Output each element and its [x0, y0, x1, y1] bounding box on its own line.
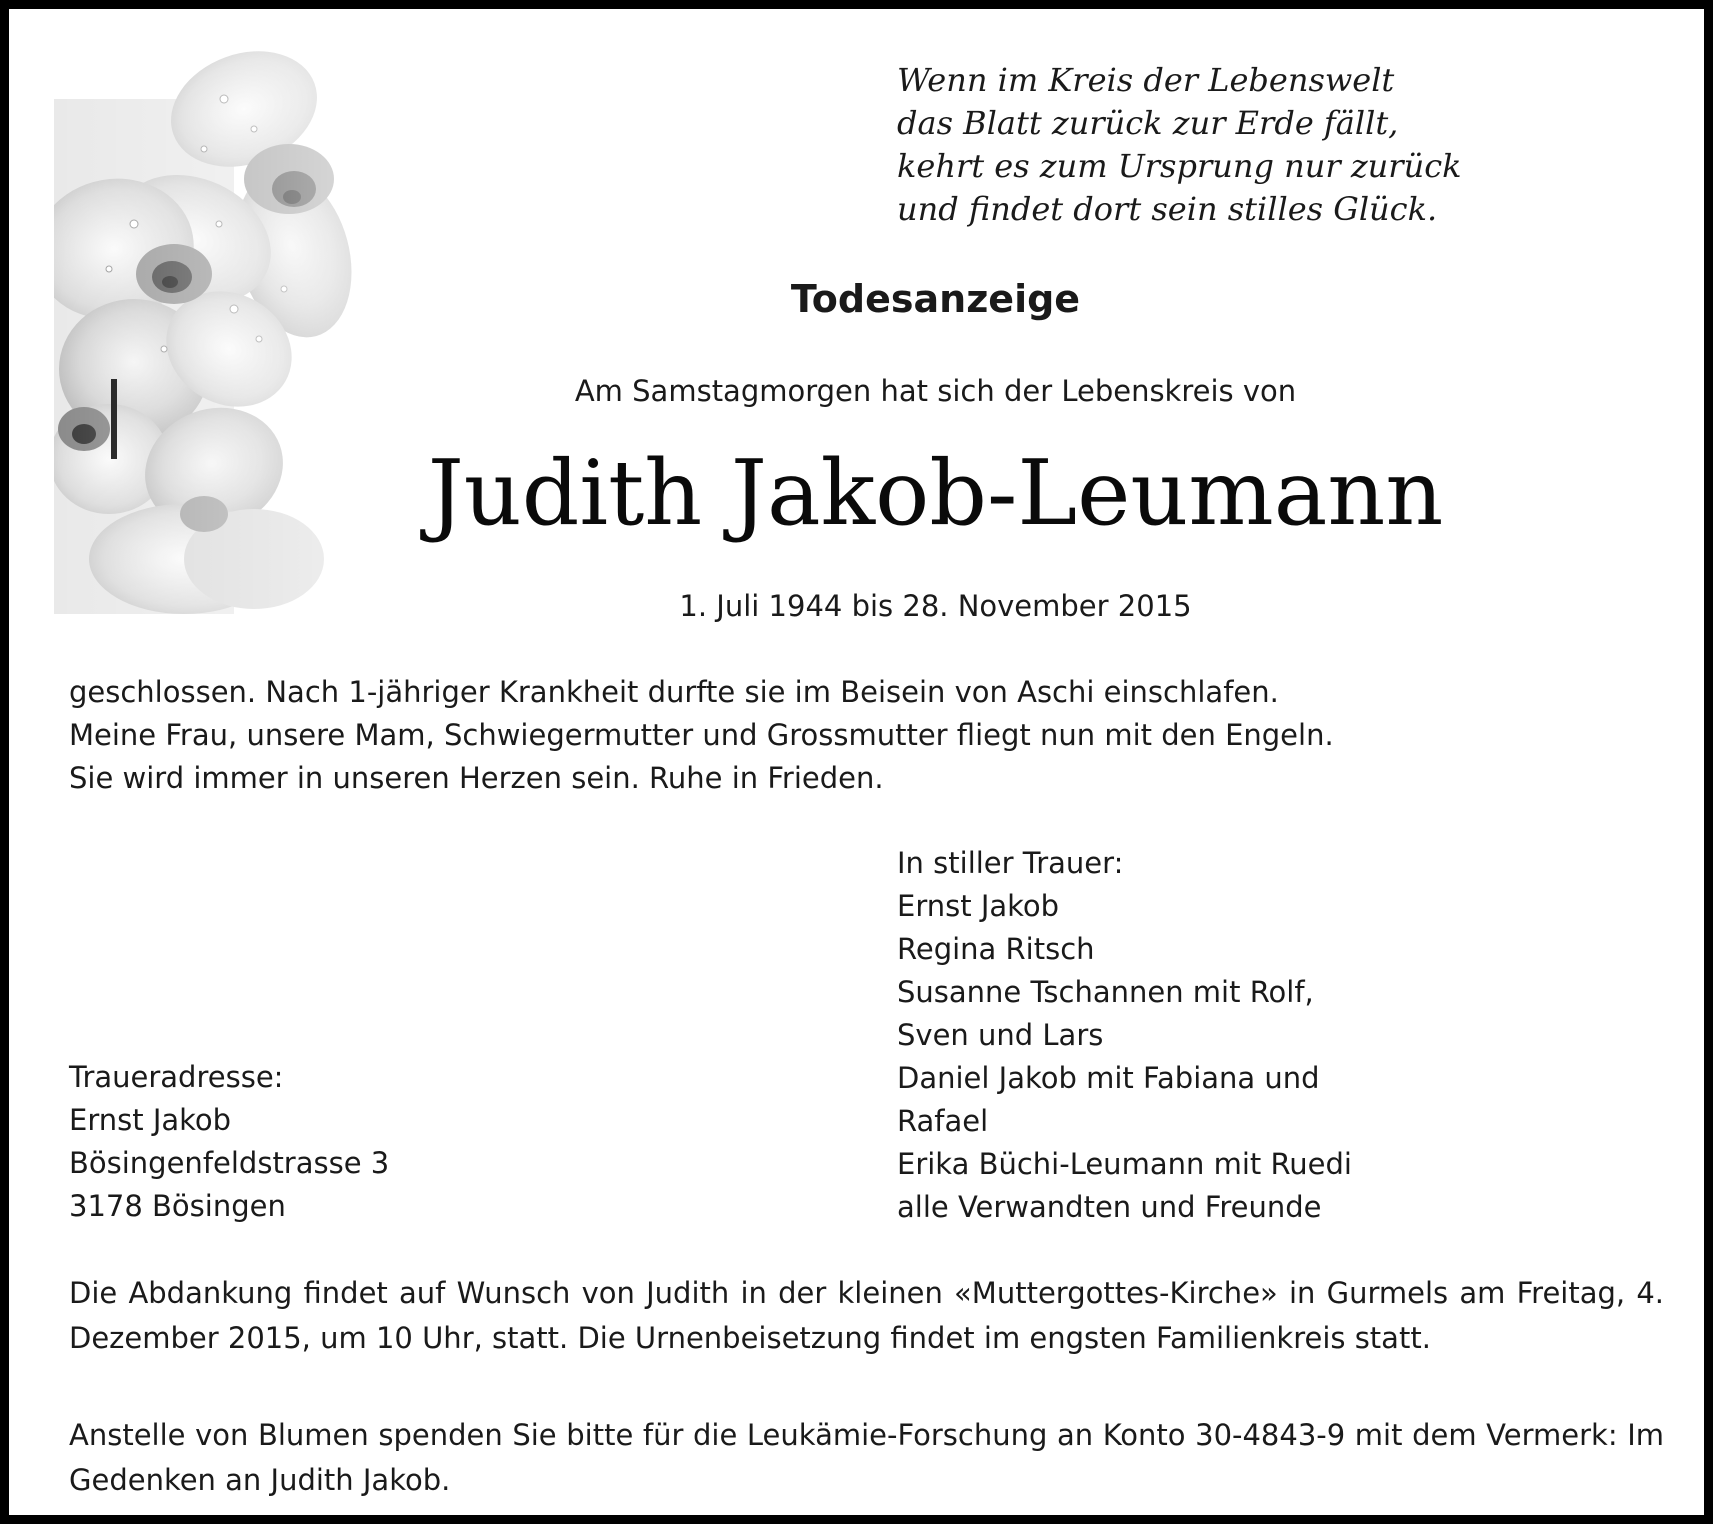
mourners-list	[897, 842, 1657, 1229]
ceremony-paragraph: Die Abdankung findet auf Wunsch von Judith in der kleinen «Muttergottes-Kirche» in Gurmels am Freitag, 4. Dezember 2015, um 10 Uhr, statt. Die Urnenbeisetzung findet im engsten Familienkreis statt.	[69, 1276, 1664, 1355]
poem-line: Wenn im Kreis der Lebenswelt	[897, 61, 1395, 99]
address-line: Bösingenfeldstrasse 3	[69, 1146, 390, 1180]
mourner-item: Sven und Lars	[897, 1018, 1104, 1052]
mourner-item: Erika Büchi-Leumann mit Ruedi	[897, 1147, 1352, 1181]
mourning-address	[69, 1056, 669, 1228]
mourner-item: alle Verwandten und Freunde	[897, 1190, 1322, 1224]
message-line: Meine Frau, unsere Mam, Schwiegermutter und Grossmutter fliegt nun mit den Engeln.	[69, 718, 1334, 752]
mourner-item: Regina Ritsch	[897, 932, 1095, 966]
poem-line: das Blatt zurück zur Erde fällt,	[897, 104, 1399, 142]
page-title: Todesanzeige	[790, 277, 1081, 321]
mourner-item: Ernst Jakob	[897, 889, 1060, 923]
address-line: Ernst Jakob	[69, 1103, 232, 1137]
life-dates: 1. Juli 1944 bis 28. November 2015	[679, 589, 1192, 623]
message-line: Sie wird immer in unseren Herzen sein. Ruhe in Frieden.	[69, 761, 884, 795]
poem	[897, 59, 1597, 231]
message-line: geschlossen. Nach 1-jähriger Krankheit durfte sie im Beisein von Aschi einschlafen.	[69, 675, 1279, 709]
poem-line: und findet dort sein stilles Glück.	[897, 190, 1438, 228]
address-line: 3178 Bösingen	[69, 1189, 286, 1223]
intro-text: Am Samstagmorgen hat sich der Lebenskreis von	[574, 374, 1297, 408]
mourner-item: Daniel Jakob mit Fabiana und	[897, 1061, 1320, 1095]
deceased-name: Judith Jakob-Leumann	[427, 441, 1444, 546]
poem-line: kehrt es zum Ursprung nur zurück	[897, 147, 1462, 185]
address-heading: Traueradresse:	[69, 1060, 284, 1094]
mourner-item: Susanne Tschannen mit Rolf,	[897, 975, 1314, 1009]
mourners-heading: In stiller Trauer:	[897, 846, 1124, 880]
mourner-item: Rafael	[897, 1104, 989, 1138]
donation-paragraph: Anstelle von Blumen spenden Sie bitte für die Leukämie-Forschung an Konto 30-4843-9 mit dem Vermerk: Im Gedenken an Judith Jakob.	[69, 1418, 1664, 1497]
message-text	[69, 671, 1669, 800]
